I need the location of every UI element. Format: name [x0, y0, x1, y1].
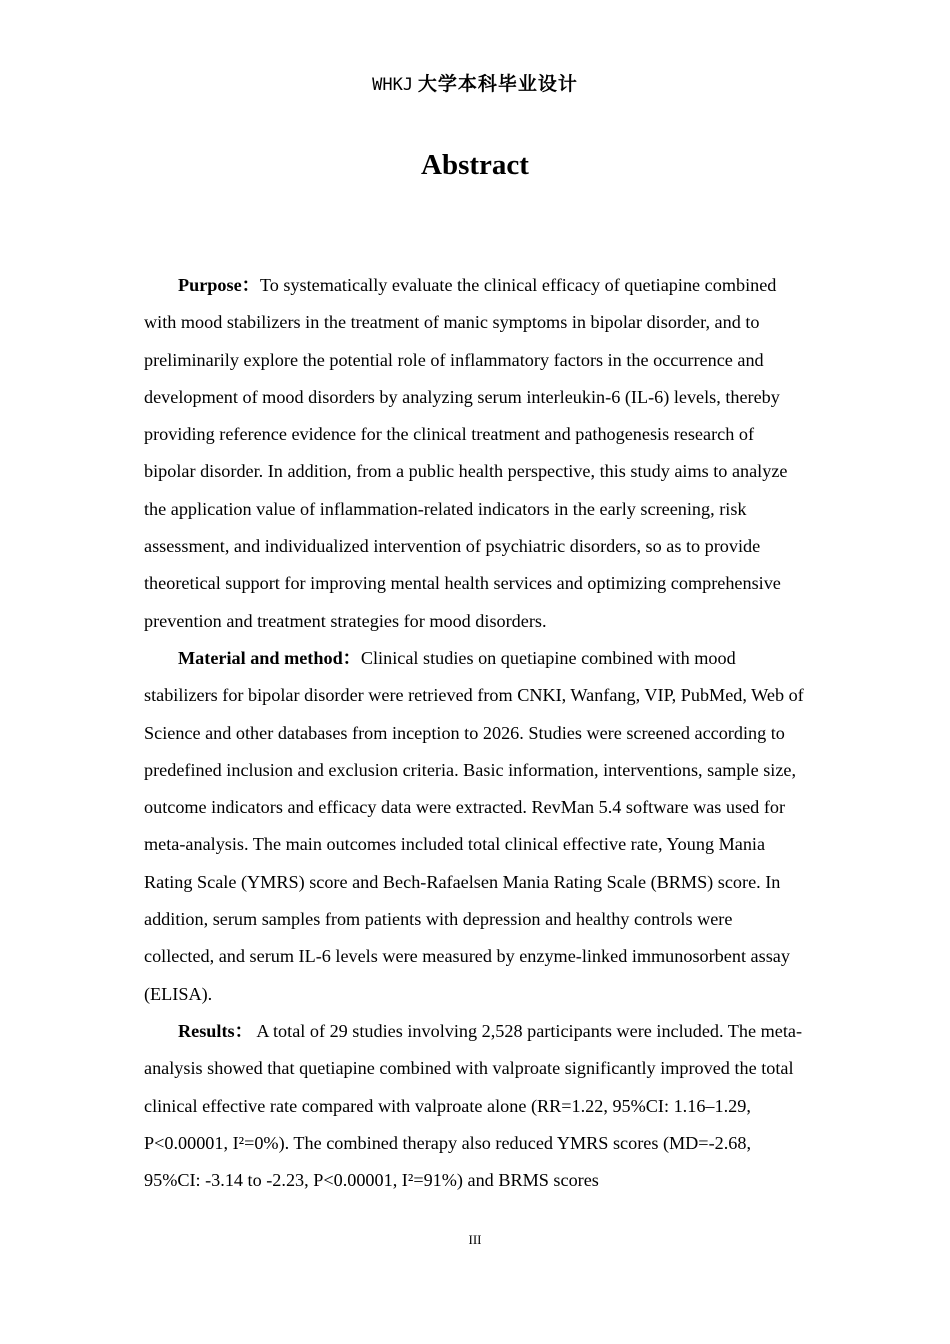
- method-label: Material and method：: [178, 647, 361, 668]
- results-paragraph: [144, 1013, 806, 1199]
- abstract-body: [144, 267, 806, 1199]
- header-latin: WHKJ: [372, 75, 414, 95]
- purpose-paragraph: [144, 267, 806, 640]
- page-title: Abstract: [421, 149, 529, 181]
- purpose-label: Purpose：: [178, 275, 260, 295]
- purpose-text: To systematically evaluate the clinical efficacy of quetiapine combined with mood stabilizers in the treatment of manic symptoms in bipolar disorder, and to preliminarily explore the potential role of inflammatory factors in the occurrence and development of mood disorders by analyzing serum interleukin-6 (IL-6) levels, thereby providing reference evidence for the clinical treatment and pathogenesis research of bipolar disorder. In addition, from a public health perspective, this study aims to analyze the application value of inflammation-related indicators in the early screening, risk assessment, and individualized intervention of psychiatric disorders, so as to provide theoretical support for improving mental health services and optimizing comprehensive prevention and treatment strategies for mood disorders.: [144, 275, 788, 631]
- results-label: Results：: [178, 1020, 253, 1041]
- running-header: [0, 70, 950, 99]
- page-number: III: [468, 1232, 482, 1247]
- method-paragraph: [144, 640, 806, 1013]
- results-text: A total of 29 studies involving 2,528 participants were included. The meta-analysis showed that quetiapine combined with valproate significantly improved the total clinical effective rate compared with valproate alone (RR=1.22, 95%CI: 1.16–1.29, P<0.00001, I²=0%). The combined therapy also reduced YMRS scores (MD=-2.68, 95%CI: -3.14 to -2.23, P<0.00001, I²=91%) and BRMS scores: [144, 1020, 803, 1191]
- method-text: Clinical studies on quetiapine combined with mood stabilizers for bipolar disorder were retrieved from CNKI, Wanfang, VIP, PubMed, Web of Science and other databases from inception to 2026. Studies were screened according to predefined inclusion and exclusion criteria. Basic information, interventions, sample size, outcome indicators and efficacy data were extracted. RevMan 5.4 software was used for meta-analysis. The main outcomes included total clinical effective rate, Young Mania Rating Scale (YMRS) score and Bech-Rafaelsen Mania Rating Scale (BRMS) score. In addition, serum samples from patients with depression and healthy controls were collected, and serum IL-6 levels were measured by enzyme-linked immunosorbent assay (ELISA).: [144, 647, 804, 1004]
- header-cjk: 大学本科毕业设计: [417, 73, 578, 95]
